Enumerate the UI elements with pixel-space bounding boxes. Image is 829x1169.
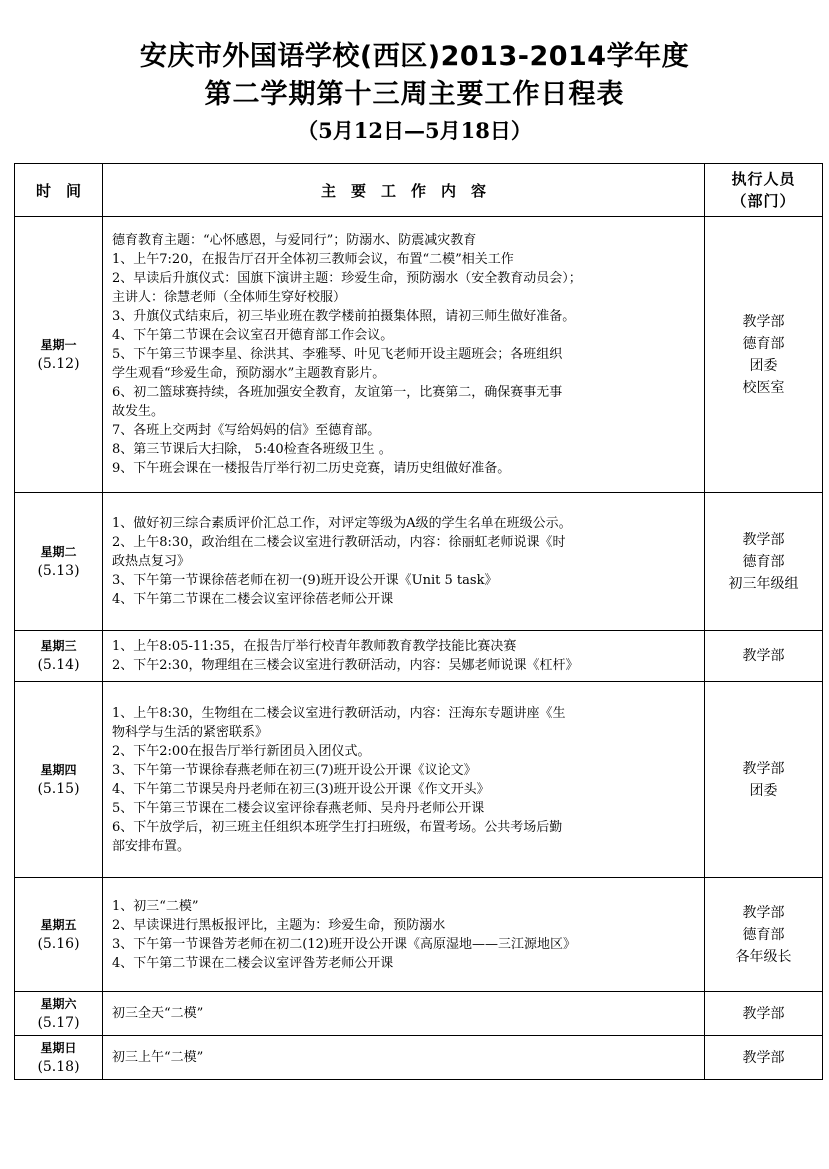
table-row — [15, 217, 823, 493]
exec-department: 教学部 — [742, 1049, 785, 1066]
table-row — [15, 493, 823, 631]
table-header-row — [15, 164, 823, 217]
date-range: （5月12日—5月18日） — [297, 118, 532, 143]
day-date: (5.14) — [37, 657, 80, 673]
day-cell — [15, 493, 103, 631]
work-item: 3、下午第一节课徐蓓老师在初一(9)班开设公开课《Unit 5 task》 — [112, 573, 498, 588]
content-cell — [103, 878, 705, 992]
work-item: 4、下午第二节课在会议室召开德育部工作会议。 — [112, 328, 394, 343]
work-item: 政热点复习》 — [112, 554, 191, 569]
table-row — [15, 878, 823, 992]
day-name: 星期六 — [40, 996, 77, 1011]
content-cell — [103, 493, 705, 631]
work-item: 3、升旗仪式结束后，初三毕业班在教学楼前拍摄集体照，请初三师生做好准备。 — [112, 309, 576, 324]
exec-department: 德育部 — [742, 335, 785, 352]
header-exec-line2: （部门） — [731, 192, 796, 210]
exec-department: 教学部 — [742, 648, 785, 664]
schedule-rows — [15, 217, 823, 1080]
work-item: 1、上午8:30，生物组在二楼会议室进行教研活动，内容：汪海东专题讲座《生 — [112, 705, 566, 721]
exec-department: 各年级长 — [735, 948, 792, 965]
work-item: 2、早读后升旗仪式：国旗下演讲主题：珍爱生命，预防溺水（安全教育动员会）； — [112, 271, 582, 286]
exec-cell — [705, 217, 823, 493]
work-item: 1、上午7:20，在报告厅召开全体初三教师会议，布置“二模”相关工作 — [112, 252, 514, 267]
exec-department: 教学部 — [742, 904, 785, 921]
exec-cell — [705, 493, 823, 631]
exec-department: 团委 — [749, 357, 778, 374]
work-item: 主讲人：徐慧老师（全体师生穿好校服） — [112, 290, 347, 305]
day-name: 星期五 — [40, 917, 77, 932]
table-row — [15, 631, 823, 682]
content-cell — [103, 217, 705, 493]
header-time: 时 间 — [15, 164, 103, 217]
day-date: (5.12) — [37, 355, 80, 372]
content-cell — [103, 631, 705, 682]
table-row — [15, 682, 823, 878]
exec-department: 团委 — [749, 782, 778, 799]
document-title-line1: 安庆市外国语学校(西区)2013-2014学年度 — [139, 41, 690, 72]
document-header — [0, 38, 829, 146]
table-row — [15, 1036, 823, 1080]
header-exec — [705, 164, 823, 217]
day-date: (5.17) — [37, 1014, 80, 1031]
exec-cell — [705, 682, 823, 878]
work-item: 2、上午8:30，政治组在二楼会议室进行教研活动，内容：徐丽虹老师说课《时 — [112, 535, 566, 550]
work-item: 1、上午8:05-11:35，在报告厅举行校青年教师教育教学技能比赛决赛 — [112, 639, 517, 654]
work-item: 1、初三“二模” — [112, 898, 199, 914]
content-cell — [103, 1036, 705, 1080]
work-item: 故发生。 — [112, 404, 165, 419]
exec-department: 教学部 — [742, 531, 785, 548]
exec-cell — [705, 1036, 823, 1080]
work-item: 6、初二篮球赛持续，各班加强安全教育，友谊第一，比赛第二，确保赛事无事 — [112, 385, 563, 400]
header-content: 主 要 工 作 内 容 — [103, 164, 705, 217]
day-name: 星期日 — [40, 1040, 77, 1055]
work-item: 4、下午第二节课吴舟丹老师在初三(3)班开设公开课《作文开头》 — [112, 781, 490, 797]
exec-department: 德育部 — [742, 926, 785, 943]
exec-cell — [705, 631, 823, 682]
day-cell — [15, 1036, 103, 1080]
day-name: 星期一 — [40, 337, 77, 352]
exec-department: 教学部 — [742, 760, 785, 777]
work-item: 1、做好初三综合素质评价汇总工作，对评定等级为A级的学生名单在班级公示。 — [112, 516, 572, 531]
work-item: 德育教育主题：“心怀感恩，与爱同行”；防溺水、防震减灾教育 — [112, 233, 477, 248]
exec-department: 教学部 — [742, 1005, 785, 1022]
table-row — [15, 992, 823, 1036]
work-item: 4、下午第二节课在二楼会议室评徐蓓老师公开课 — [112, 592, 394, 607]
work-item: 6、下午放学后，初三班主任组织本班学生打扫班级，布置考场。公共考场后勤 — [112, 819, 563, 835]
exec-department: 教学部 — [742, 313, 785, 330]
document-title-line2: 第二学期第十三周主要工作日程表 — [204, 79, 625, 110]
day-date: (5.16) — [37, 935, 80, 952]
content-cell — [103, 682, 705, 878]
exec-department: 德育部 — [742, 553, 785, 570]
work-item: 2、早读课进行黑板报评比，主题为：珍爱生命，预防溺水 — [112, 917, 446, 933]
header-exec-line1: 执行人员 — [731, 170, 796, 188]
schedule-table — [14, 163, 823, 1080]
day-cell — [15, 992, 103, 1036]
work-item: 3、下午第一节课徐春燕老师在初三(7)班开设公开课《议论文》 — [112, 762, 477, 778]
work-item: 物科学与生活的紧密联系》 — [112, 724, 269, 740]
exec-cell — [705, 992, 823, 1036]
work-item: 5、下午第三节课在二楼会议室评徐春燕老师、吴舟丹老师公开课 — [112, 800, 485, 816]
work-item: 2、下午2:00在报告厅举行新团员入团仪式。 — [112, 743, 371, 759]
day-date: (5.15) — [37, 780, 80, 797]
day-name: 星期四 — [40, 762, 77, 777]
work-item: 4、下午第二节课在二楼会议室评昝芳老师公开课 — [112, 955, 394, 971]
work-item: 7、各班上交两封《写给妈妈的信》至德育部。 — [112, 423, 381, 438]
exec-department: 初三年级组 — [728, 575, 799, 592]
day-cell — [15, 217, 103, 493]
work-item: 5、下午第三节课李星、徐洪其、李雅琴、叶见飞老师开设主题班会；各班组织 — [112, 347, 563, 362]
work-item: 初三全天“二模” — [112, 1006, 204, 1021]
work-item: 部安排布置。 — [112, 838, 191, 854]
day-cell — [15, 631, 103, 682]
content-cell — [103, 992, 705, 1036]
day-cell — [15, 682, 103, 878]
work-item: 2、下午2:30，物理组在三楼会议室进行教研活动，内容：吴娜老师说课《杠杆》 — [112, 658, 579, 673]
day-cell — [15, 878, 103, 992]
work-item: 学生观看“珍爱生命，预防溺水”主题教育影片。 — [112, 366, 386, 381]
work-item: 8、第三节课后大扫除， 5:40检查各班级卫生 。 — [112, 442, 392, 457]
day-name: 星期三 — [40, 639, 77, 653]
day-date: (5.18) — [37, 1058, 80, 1075]
day-date: (5.13) — [37, 562, 80, 579]
exec-cell — [705, 878, 823, 992]
exec-department: 校医室 — [742, 379, 785, 396]
work-item: 初三上午“二模” — [112, 1050, 204, 1065]
day-name: 星期二 — [40, 544, 77, 559]
work-item: 3、下午第一节课昝芳老师在初二(12)班开设公开课《高原湿地——三江源地区》 — [112, 936, 576, 952]
work-item: 9、下午班会课在一楼报告厅举行初二历史竞赛，请历史组做好准备。 — [112, 461, 511, 476]
